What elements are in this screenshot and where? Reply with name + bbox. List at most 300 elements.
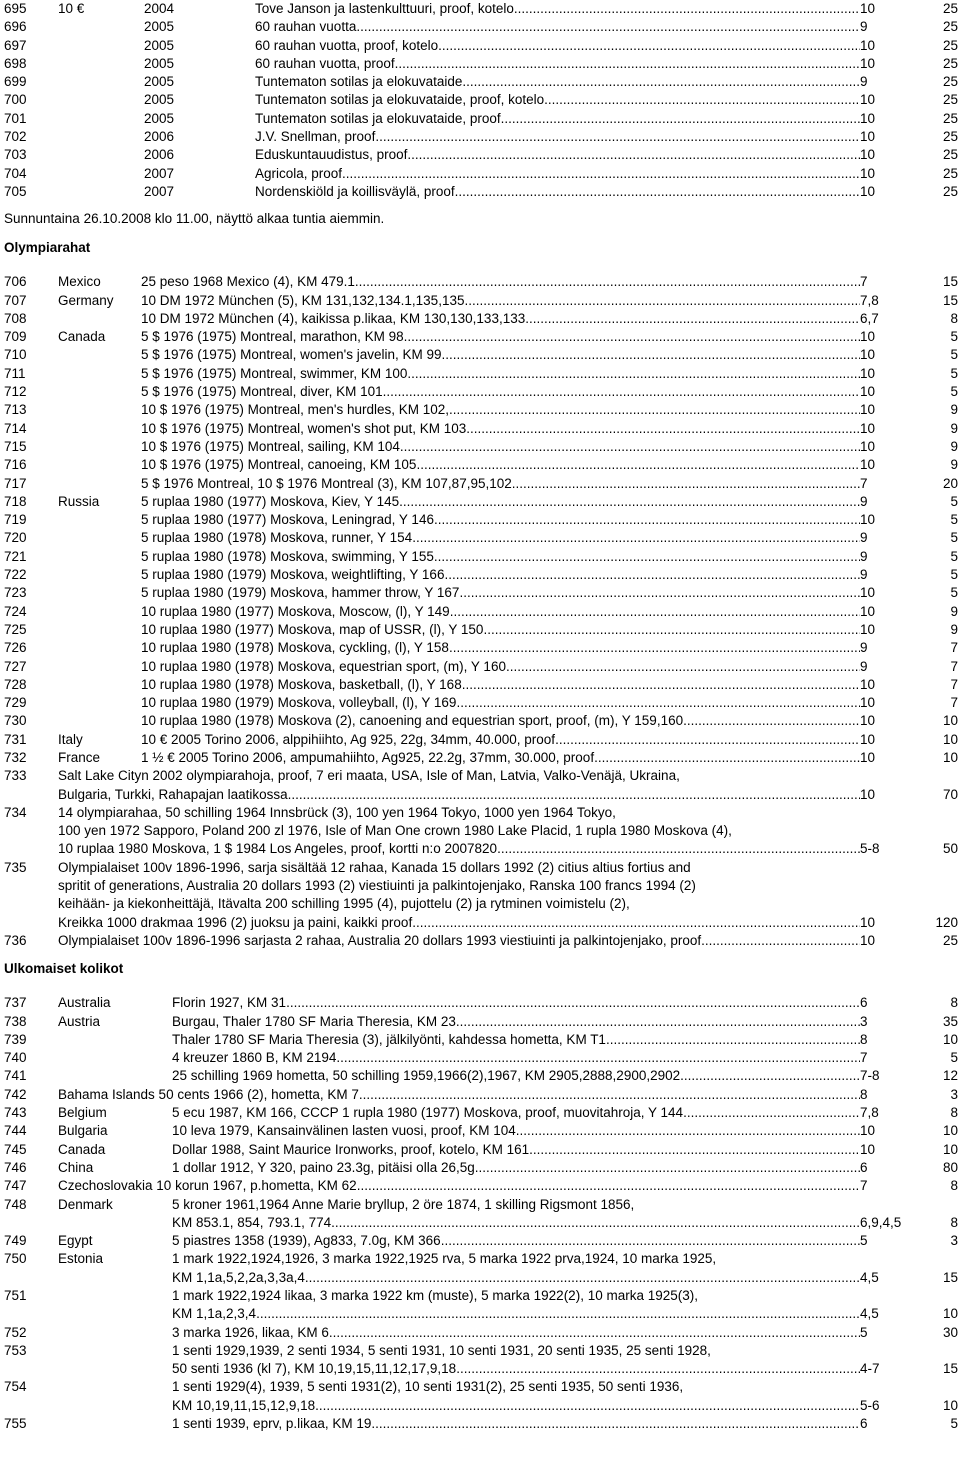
catalog-row [4,1342,958,1379]
country: Egypt [58,1233,93,1249]
description-with-leader [141,401,860,419]
condition: 4,5 [860,1269,879,1285]
condition: 9 [860,493,868,509]
price: 8 [950,310,958,326]
lot-number: 750 [4,1251,27,1267]
country: Canada [58,329,106,345]
condition: 10 [860,603,876,619]
lot-number: 746 [4,1159,27,1175]
description-with-leader [255,91,860,109]
catalog-row [4,1067,958,1085]
description: 60 rauhan vuotta, proof, kotelo [255,37,439,53]
description: 5 ruplaa 1980 (1977) Moskova, Leningrad, Y 146 [141,512,434,528]
price: 25 [942,55,958,71]
condition: 9 [860,548,868,564]
lot-number: 704 [4,165,27,181]
description: 1 ½ € 2005 Torino 2006, ampumahiihto, Ag925, 22.2g, 37mm, 30.000, proof [141,749,595,765]
price: 10 [942,749,958,765]
description-with-leader [255,146,860,164]
country: Russia [58,493,100,509]
catalog-row [4,91,958,109]
catalog-row [4,37,958,55]
dot-leader [416,914,860,932]
lot-number: 725 [4,621,27,637]
denomination: 10 € [58,1,85,16]
description: KM 1,1a,5,2,2a,3,3a,4 [172,1269,305,1285]
description-with-leader [172,1013,860,1031]
lot-number: 741 [4,1068,27,1084]
description: 10 ruplaa 1980 (1978) Moskova, basketball, (l), Y 168 [141,676,462,692]
lot-number: 696 [4,19,27,35]
condition: 10 [860,512,876,528]
price: 7 [950,658,958,674]
country: Denmark [58,1196,113,1212]
catalog-row [4,1324,958,1342]
price: 9 [950,438,958,454]
lot-number: 744 [4,1123,27,1139]
country: France [58,749,101,765]
price: 5 [950,347,958,363]
description-with-leader [255,73,860,91]
condition: 3 [860,1013,868,1029]
condition: 7 [860,475,868,491]
description: 25 schilling 1969 hometta, 50 schilling 1959,1966(2),1967, KM 2905,2888,2900,2902 [172,1068,681,1084]
description: Kreikka 1000 drakmaa 1996 (2) juoksu ja paini, kaikki proof. [58,914,416,930]
dot-leader [483,621,860,639]
description-with-leader [172,1049,860,1067]
dot-leader [606,1031,860,1049]
dot-leader [449,639,860,657]
year: 2005 [144,55,175,71]
year: 2007 [144,183,175,199]
catalog-row [4,1196,958,1233]
year: 2005 [144,74,175,90]
country: Italy [58,731,83,747]
description-with-leader [58,1086,860,1104]
price: 5 [950,365,958,381]
description-with-leader [172,1232,860,1250]
description: 10 DM 1972 München (4), kaikissa p.likaa, KM 130,130,133,133 [141,310,526,326]
dot-leader [400,438,860,456]
dot-leader [683,712,860,730]
price: 12 [942,1068,958,1084]
catalog-row [4,511,958,529]
catalog-row [4,456,958,474]
price: 15 [942,1361,958,1377]
description-with-leader [172,1415,860,1433]
description: 4 kreuzer 1860 B, KM 2194 [172,1050,337,1066]
condition: 10 [860,110,876,126]
condition: 9 [860,530,868,546]
condition: 10 [860,384,876,400]
price: 7 [950,676,958,692]
dot-leader [412,529,860,547]
description-with-leader [172,1031,860,1049]
description-with-leader [172,1214,860,1232]
price: 20 [942,475,958,491]
auction-catalog-page [4,0,958,1433]
dot-leader [701,932,860,950]
condition: 7-8 [860,1068,880,1084]
catalog-row [4,128,958,146]
description-with-leader [172,1360,860,1378]
catalog-row [4,165,958,183]
description: 10 ruplaa 1980 Moskova, 1 $ 1984 Los Angeles, proof, kortti n:o 2007820 [58,841,498,857]
section-heading-olympic: Olympiarahat [4,240,91,256]
description: Olympialaiset 100v 1896-1996, sarja sisältää 12 rahaa, Kanada 15 dollars 1992 (2) citius altius fortius and [58,859,691,875]
description: J.V. Snellman, proof [255,129,376,145]
dot-leader [459,584,860,602]
dot-leader [256,1305,860,1323]
lot-number: 718 [4,493,27,509]
catalog-row [4,55,958,73]
condition: 7,8 [860,292,879,308]
price: 5 [950,548,958,564]
dot-leader [342,165,860,183]
condition: 7,8 [860,1105,879,1121]
dot-leader [442,346,861,364]
catalog-row [4,1049,958,1067]
country: Austria [58,1013,101,1029]
description-with-leader [255,55,860,73]
description: 10 $ 1976 (1975) Montreal, sailing, KM 104 [141,438,400,454]
price: 25 [942,165,958,181]
description: 1 senti 1939, eprv, p.likaa, KM 19 [172,1416,372,1432]
dot-leader [359,1086,860,1104]
auction-note: Sunnuntaina 26.10.2008 klo 11.00, näyttö alkaa tuntia aiemmin. [4,211,385,227]
description: 1 dollar 1912, Y 320, paino 23.3g, pitäisi olla 26,5g [172,1159,475,1175]
description: 5 $ 1976 Montreal, 10 $ 1976 Montreal (3), KM 107,87,95,102 [141,475,512,491]
dot-leader [331,1214,860,1232]
description: 10 DM 1972 München (5), KM 131,132,134.1,135,135 [141,292,465,308]
dot-leader [456,1013,860,1031]
catalog-row [4,1122,958,1140]
catalog-row [4,73,958,91]
price: 25 [942,110,958,126]
price: 5 [950,585,958,601]
condition: 10 [860,55,876,71]
lot-number: 727 [4,658,27,674]
lot-number: 711 [4,365,26,381]
description: 14 olympiarahaa, 50 schilling 1964 Innsbrück (3), 100 yen 1964 Tokyo, 1000 yen 1964 Tokyo, [58,804,616,820]
description: 100 yen 1972 Sapporo, Poland 200 zl 1976, Isle of Man One crown 1980 Lake Placid, 1 rupla 1980 Moskova (4), [58,823,732,839]
catalog-row [4,310,958,328]
catalog-row [4,475,958,493]
catalog-row [4,18,958,36]
price: 5 [950,493,958,509]
condition: 10 [860,457,876,473]
description-with-leader [255,37,860,55]
description-with-leader [172,1067,860,1085]
price: 7 [950,640,958,656]
description-with-leader [58,914,860,932]
description-with-leader [141,712,860,730]
lot-number: 738 [4,1013,27,1029]
description-with-leader [141,731,860,749]
price: 8 [950,1178,958,1194]
dot-leader [506,658,860,676]
description-with-leader [172,994,860,1012]
price: 25 [942,1,958,16]
description-with-leader [141,493,860,511]
dot-leader [444,566,860,584]
catalog-row [4,676,958,694]
description: 5 ruplaa 1980 (1978) Moskova, swimming, Y 155 [141,548,434,564]
price: 35 [942,1013,958,1029]
catalog-row [4,658,958,676]
description: 5 piastres 1358 (1939), Ag833, 7.0g, KM 366 [172,1233,441,1249]
catalog-row [4,292,958,310]
description-with-leader [141,475,860,493]
catalog-row [4,328,958,346]
description: Dollar 1988, Saint Maurice Ironworks, proof, kotelo, KM 161 [172,1141,530,1157]
description-with-leader [172,1305,860,1323]
catalog-row [4,932,958,950]
dot-leader [355,273,860,291]
country: Canada [58,1141,106,1157]
condition: 9 [860,19,868,35]
catalog-row [4,603,958,621]
dot-leader [434,511,860,529]
condition: 10 [860,1123,876,1139]
dot-leader [407,365,860,383]
description-with-leader [172,1397,860,1415]
description: 5 $ 1976 (1975) Montreal, marathon, KM 98 [141,329,404,345]
price: 30 [942,1324,958,1340]
dot-leader [286,994,860,1012]
lot-number: 695 [4,1,27,16]
description: 3 marka 1926, likaa, KM 6 [172,1324,329,1340]
condition: 10 [860,165,876,181]
lot-number: 739 [4,1031,27,1047]
description: 5 $ 1976 (1975) Montreal, diver, KM 101 [141,384,383,400]
catalog-row [4,346,958,364]
year: 2004 [144,1,175,16]
catalog-row [4,749,958,767]
lot-number: 726 [4,640,27,656]
lot-number: 721 [4,548,27,564]
price: 25 [942,147,958,163]
catalog-row [4,493,958,511]
description-with-leader [255,18,860,36]
description: 1 mark 1922,1924 likaa, 3 marka 1922 km (muste), 5 marka 1922(2), 10 marka 1925(3), [172,1288,698,1303]
description: 1 senti 1929(4), 1939, 5 senti 1931(2), 10 senti 1931(2), 25 senti 1935, 50 senti 1936, [172,1379,684,1395]
description: Olympialaiset 100v 1896-1996 sarjasta 2 rahaa, Australia 20 dollars 1993 viestiuinti ja palkintojenjako, proof [58,932,702,948]
price: 80 [942,1159,958,1175]
lot-number: 710 [4,347,27,363]
condition: 10 [860,438,876,454]
price: 25 [942,932,958,948]
dot-leader [456,694,860,712]
condition: 10 [860,420,876,436]
condition: 10 [860,1,876,16]
condition: 10 [860,183,876,199]
condition: 6,9,4,5 [860,1214,902,1230]
price: 15 [942,274,958,290]
description: 10 leva 1979, Kansainvälinen lasten vuosi, proof, KM 104 [172,1123,516,1139]
condition: 10 [860,676,876,692]
condition: 10 [860,731,876,747]
description: 5 $ 1976 (1975) Montreal, women's javelin, KM 99 [141,347,442,363]
condition: 8 [860,1031,868,1047]
description: 10 ruplaa 1980 (1979) Moskova, volleyball, (l), Y 169 [141,695,457,711]
description-with-leader [58,932,860,950]
condition: 6 [860,1416,868,1432]
dot-leader [544,91,860,109]
lot-number: 709 [4,329,27,345]
price: 9 [950,402,958,418]
dot-leader [449,401,860,419]
price: 25 [942,129,958,145]
condition: 10 [860,914,876,930]
lot-number: 728 [4,676,27,692]
lot-number: 724 [4,603,27,619]
condition: 10 [860,713,876,729]
catalog-row [4,804,958,859]
catalog-row [4,1415,958,1433]
description: Burgau, Thaler 1780 SF Maria Theresia, KM 23 [172,1013,456,1029]
catalog-row [4,1232,958,1250]
condition: 5 [860,1324,868,1340]
condition: 8 [860,1086,868,1102]
condition: 10 [860,585,876,601]
dot-leader [555,731,860,749]
dot-leader [464,292,860,310]
condition: 6 [860,995,868,1011]
catalog-row [4,0,958,18]
lot-number: 733 [4,768,27,784]
description-with-leader [141,676,860,694]
lot-number: 742 [4,1086,27,1102]
condition: 10 [860,129,876,145]
condition: 9 [860,658,868,674]
year: 2005 [144,19,175,35]
lot-number: 722 [4,567,27,583]
description: 5 ruplaa 1980 (1977) Moskova, Kiev, Y 145 [141,493,400,509]
condition: 6,7 [860,310,879,326]
catalog-row [4,694,958,712]
price: 5 [950,1050,958,1066]
dot-leader [475,1159,860,1177]
lot-number: 698 [4,55,27,71]
description: 1 senti 1929,1939, 2 senti 1934, 5 senti 1931, 10 senti 1931, 20 senti 1935, 25 senti 1928, [172,1342,711,1358]
dot-leader [455,183,860,201]
dot-leader [683,1104,860,1122]
catalog-row [4,401,958,419]
year: 2005 [144,92,175,108]
lot-number: 730 [4,713,27,729]
description: 5 kroner 1961,1964 Anne Marie bryllup, 2 öre 1874, 1 skilling Rigsmont 1856, [172,1196,635,1212]
catalog-row [4,1104,958,1122]
description-with-leader [255,128,860,146]
condition: 4-7 [860,1361,880,1377]
condition: 10 [860,365,876,381]
price: 70 [942,786,958,802]
catalog-row [4,731,958,749]
dot-leader [329,1324,860,1342]
description-with-leader [58,840,860,858]
condition: 10 [860,695,876,711]
country: Mexico [58,274,101,290]
dot-leader [383,383,860,401]
catalog-row [4,183,958,201]
lot-number: 706 [4,274,27,290]
condition: 10 [860,786,876,802]
condition: 7 [860,1178,868,1194]
catalog-row [4,273,958,291]
description-with-leader [141,639,860,657]
lot-number: 737 [4,995,27,1011]
condition: 10 [860,347,876,363]
year: 2005 [144,37,175,53]
price: 50 [942,841,958,857]
lot-number: 751 [4,1288,27,1303]
country: Germany [58,292,114,308]
description-with-leader [141,420,860,438]
dot-leader [434,548,860,566]
dot-leader [371,1415,860,1433]
lot-number: 729 [4,695,27,711]
description-with-leader [141,292,860,310]
description-with-leader [141,438,860,456]
description: Tuntematon sotilas ja elokuvataide, proof, kotelo [255,92,545,108]
price: 25 [942,74,958,90]
catalog-row [4,621,958,639]
price: 120 [935,914,958,930]
description: 5 $ 1976 (1975) Montreal, swimmer, KM 100 [141,365,408,381]
condition: 10 [860,621,876,637]
description: Florin 1927, KM 31 [172,995,287,1011]
description: 25 peso 1968 Mexico (4), KM 479.1 [141,274,355,290]
price: 10 [942,1397,958,1413]
description-with-leader [141,658,860,676]
catalog-row [4,438,958,456]
condition: 10 [860,932,876,948]
catalog-row [4,383,958,401]
dot-leader [516,1122,860,1140]
description-with-leader [141,584,860,602]
lot-number: 717 [4,475,27,491]
catalog-row [4,584,958,602]
description-with-leader [141,511,860,529]
dot-leader [375,128,860,146]
dot-leader [441,1232,860,1250]
catalog-row [4,146,958,164]
price: 9 [950,603,958,619]
year: 2007 [144,165,175,181]
catalog-row [4,1013,958,1031]
catalog-row [4,110,958,128]
dot-leader [680,1067,860,1085]
condition: 10 [860,92,876,108]
condition: 6 [860,1159,868,1175]
lot-number: 707 [4,292,27,308]
price: 9 [950,457,958,473]
dot-leader [456,1360,860,1378]
catalog-row [4,1031,958,1049]
dot-leader [356,18,860,36]
lot-number: 732 [4,749,27,765]
lot-number: 749 [4,1233,27,1249]
description-with-leader [141,603,860,621]
description: Thaler 1780 SF Maria Theresia (3), jälkilyönti, kahdessa hometta, KM T1 [172,1031,606,1047]
condition: 10 [860,329,876,345]
dot-leader [497,840,860,858]
price: 10 [942,1306,958,1322]
description: 10 $ 1976 (1975) Montreal, women's shot put, KM 103 [141,420,467,436]
catalog-row [4,1159,958,1177]
description: spritit of generations, Australia 20 dollars 1993 (2) viestiuinti ja palkintojenjako, Ranska 100 francs 1994 (2) [58,878,696,894]
